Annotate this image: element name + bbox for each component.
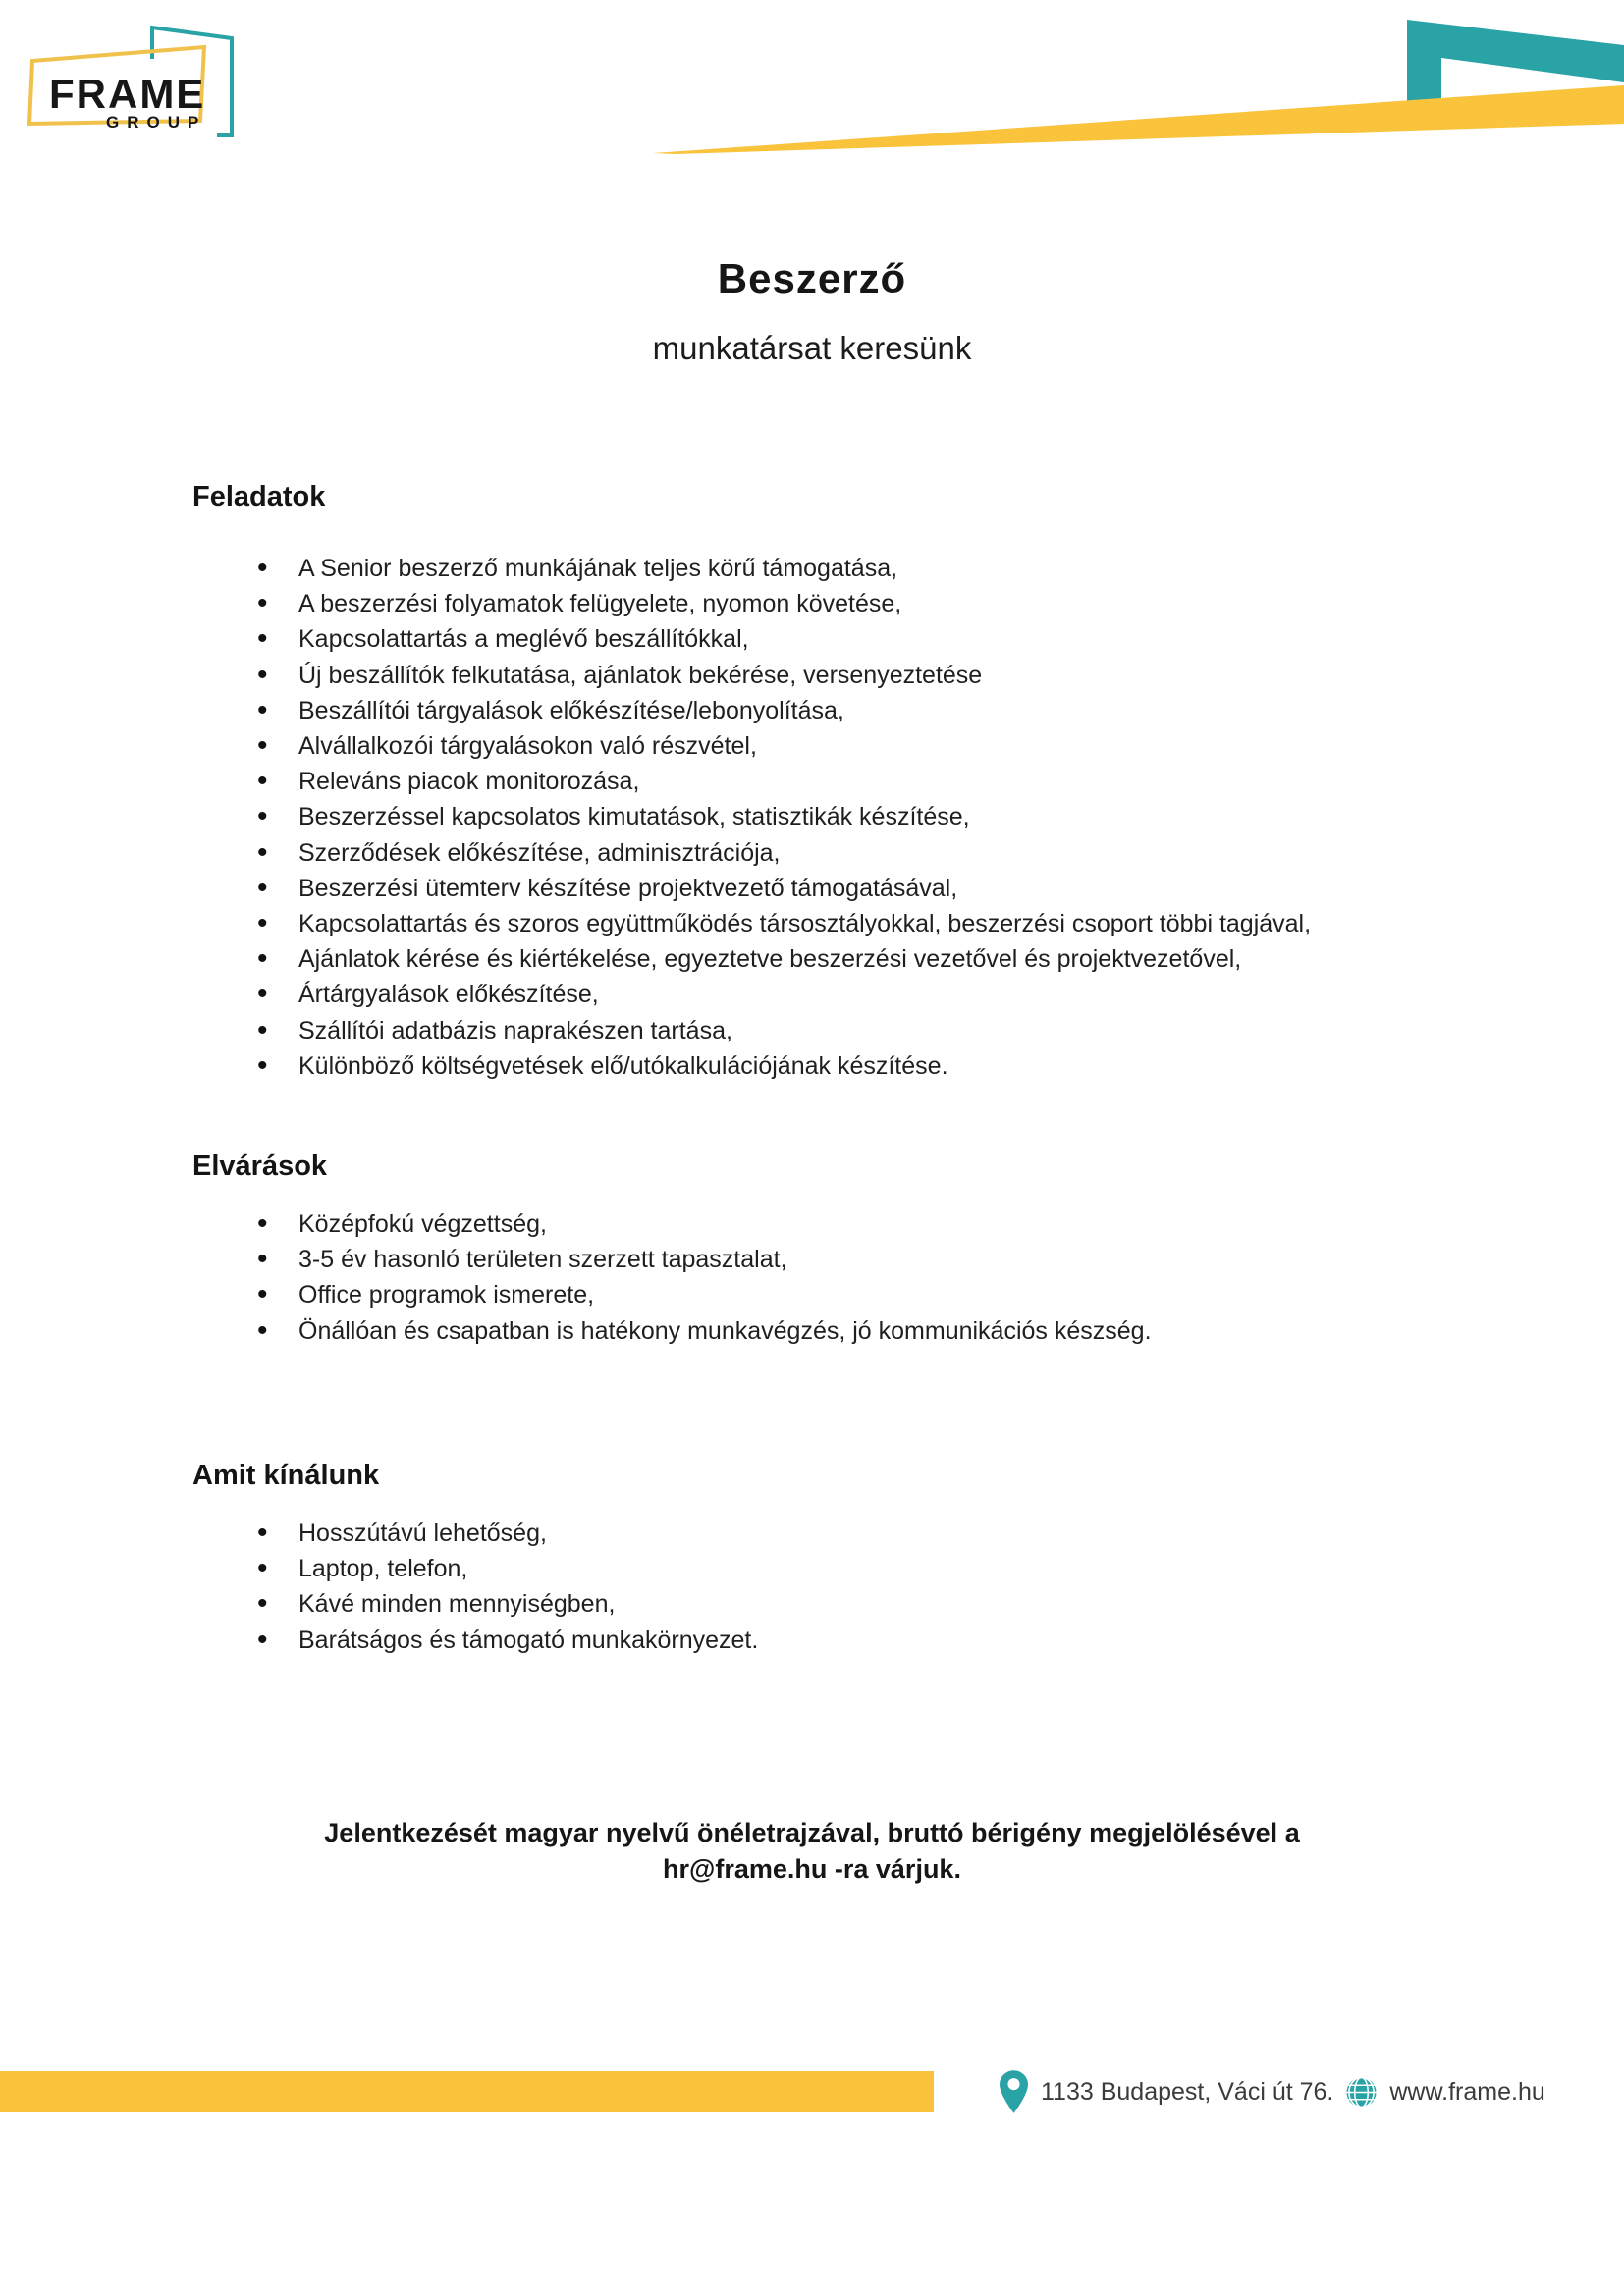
list-item: • Alvállalkozói tárgyalásokon való részvétel, <box>255 728 1492 764</box>
section-heading-tasks: Feladatok <box>192 481 326 512</box>
header-decoration <box>0 0 1624 177</box>
cta-line-2: hr@frame.hu -ra várjuk. <box>663 1854 961 1884</box>
list-item: • Laptop, telefon, <box>255 1551 1492 1586</box>
list-item: • Új beszállítók felkutatása, ajánlatok bekérése, versenyeztetése <box>255 658 1492 693</box>
logo-frame-text: FRAME <box>49 71 206 117</box>
footer-yellow-bar <box>0 2071 934 2112</box>
task-list <box>255 551 1492 1084</box>
application-cta <box>0 1815 1624 1888</box>
list-item: • Beszerzési ütemterv készítése projektvezető támogatásával, <box>255 871 1492 906</box>
list-item: • A Senior beszerző munkájának teljes körű támogatása, <box>255 551 1492 586</box>
list-item: • Barátságos és támogató munkakörnyezet. <box>255 1623 1492 1658</box>
list-item: • Szállítói adatbázis naprakészen tartása, <box>255 1013 1492 1048</box>
footer-contact <box>1000 2066 1545 2117</box>
cta-line-1: Jelentkezését magyar nyelvű önéletrajzával, bruttó bérigény megjelölésével a <box>324 1818 1300 1847</box>
list-item: • Különböző költségvetések elő/utókalkulációjának készítése. <box>255 1048 1492 1084</box>
list-item: • Ajánlatok kérése és kiértékelése, egyeztetve beszerzési vezetővel és projektvezetővel, <box>255 941 1492 977</box>
address-text: 1133 Budapest, Váci út 76. <box>1041 2077 1334 2106</box>
list-item: • Kapcsolattartás a meglévő beszállítókkal, <box>255 621 1492 657</box>
requirements-list <box>255 1206 1492 1349</box>
list-item: • Kapcsolattartás és szoros együttműködés társosztályokkal, beszerzési csoport többi tagjával, <box>255 906 1492 941</box>
list-item: • 3-5 év hasonló területen szerzett tapasztalat, <box>255 1242 1492 1277</box>
frame-group-logo <box>27 22 242 149</box>
list-item: • Önállóan és csapatban is hatékony munkavégzés, jó kommunikációs készség. <box>255 1313 1492 1349</box>
list-item: • Beszállítói tárgyalások előkészítése/lebonyolítása, <box>255 693 1492 728</box>
page-subtitle: munkatársat keresünk <box>652 330 972 366</box>
list-item: • Releváns piacok monitorozása, <box>255 764 1492 799</box>
list-item: • Beszerzéssel kapcsolatos kimutatások, statisztikák készítése, <box>255 799 1492 834</box>
offer-list <box>255 1516 1492 1658</box>
yellow-ribbon-shape <box>653 85 1624 154</box>
website-url: www.frame.hu <box>1389 2077 1545 2106</box>
list-item: • A beszerzési folyamatok felügyelete, nyomon követése, <box>255 586 1492 621</box>
section-heading-requirements: Elvárások <box>192 1150 328 1182</box>
page-title: Beszerző <box>717 255 907 301</box>
list-item: • Ártárgyalások előkészítése, <box>255 977 1492 1012</box>
list-item: • Hosszútávú lehetőség, <box>255 1516 1492 1551</box>
logo-group-text: GROUP <box>106 113 207 132</box>
list-item: • Office programok ismerete, <box>255 1277 1492 1312</box>
list-item: • Szerződések előkészítése, adminisztrációja, <box>255 835 1492 871</box>
section-heading-offer: Amit kínálunk <box>192 1460 380 1491</box>
location-pin-icon <box>1000 2070 1028 2113</box>
list-item: • Kávé minden mennyiségben, <box>255 1586 1492 1622</box>
list-item: • Középfokú végzettség, <box>255 1206 1492 1242</box>
globe-icon <box>1346 2077 1377 2108</box>
